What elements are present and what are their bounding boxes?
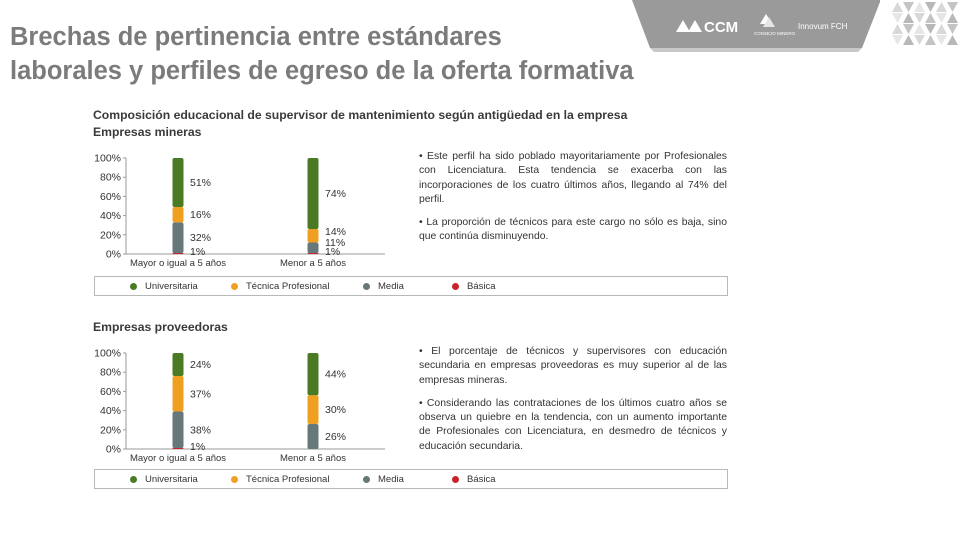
legend-label: Universitaria (145, 473, 198, 485)
data-label: 32% (190, 232, 212, 245)
legend-dot-tecnica (231, 283, 238, 290)
bar-segment (173, 353, 184, 376)
section2-notes (419, 345, 727, 463)
decorative-triangle (914, 35, 925, 45)
decorative-triangles-icon (892, 2, 958, 45)
decorative-triangle (914, 2, 925, 12)
chart-empresas-mineras (90, 150, 390, 280)
bar-segment (308, 229, 319, 242)
legend-section1 (94, 276, 728, 296)
logo-band (0, 0, 960, 52)
decorative-triangle (925, 35, 936, 45)
legend-dot-basica (452, 476, 459, 483)
data-label: 38% (190, 424, 212, 437)
y-tick-label: 100% (94, 152, 121, 165)
legend-item-tecnica (231, 472, 329, 486)
section1-note-1: • Este perfil ha sido poblado mayoritariamente por Profesionales con Licenciatura. Esta tendencia se exacerba con las incorporaciones de los cuatro últimos años, llegando al 74% del perfil. (419, 151, 727, 205)
legend-item-basica (452, 279, 496, 293)
decorative-triangle (947, 24, 958, 34)
decorative-triangle (936, 24, 947, 34)
data-label: 24% (190, 359, 212, 372)
decorative-triangle (892, 13, 903, 23)
data-label: 16% (190, 209, 212, 222)
legend-dot-basica (452, 283, 459, 290)
y-tick-label: 60% (99, 385, 121, 398)
decorative-triangle (925, 13, 936, 23)
legend-label: Universitaria (145, 280, 198, 292)
legend-label: Básica (467, 473, 496, 485)
category-label: Mayor o igual a 5 años (129, 453, 227, 464)
data-label: 74% (325, 188, 347, 201)
y-tick-label: 0% (105, 443, 121, 456)
section1-subtitle: Empresas mineras (93, 125, 202, 139)
bar-segment (308, 424, 319, 449)
y-tick-label: 40% (99, 405, 121, 418)
decorative-triangle (903, 35, 914, 45)
data-label: 30% (325, 404, 347, 417)
bar-segment (308, 242, 319, 253)
legend-dot-media (363, 283, 370, 290)
data-label: 26% (325, 431, 347, 444)
decorative-triangle (892, 2, 903, 12)
section2-title: Empresas proveedoras (93, 320, 228, 334)
decorative-triangle (892, 24, 903, 34)
y-tick-label: 20% (99, 424, 121, 437)
legend-label: Media (378, 473, 404, 485)
section1-notes (419, 150, 727, 254)
section2-note-2: • Considerando las contrataciones de los últimos cuatro años se observa un quiebre en la tendencia, con un aumento importante de Profesionales con Licenciatura, en desmedro de técnicos y educación secundaria. (419, 397, 727, 452)
bar-segment (308, 395, 319, 424)
data-label: 1% (190, 441, 206, 453)
ccm-logo-text: CCM (704, 19, 739, 36)
legend-label: Técnica Profesional (246, 280, 330, 292)
y-tick-label: 20% (99, 229, 121, 242)
data-label: 1% (190, 246, 206, 258)
decorative-triangle (914, 13, 925, 23)
decorative-triangle (947, 13, 958, 23)
bar-segment (173, 222, 184, 253)
legend-item-media (363, 472, 404, 486)
decorative-triangle (925, 2, 936, 12)
legend-label: Técnica Profesional (246, 473, 330, 485)
data-label: 11% (325, 237, 346, 250)
legend-item-universitaria (130, 472, 198, 486)
innovum-logo-text: Innovum FCH (798, 22, 848, 31)
category-label: Menor a 5 años (279, 258, 347, 269)
category-label: Menor a 5 años (279, 453, 347, 464)
legend-dot-universitaria (130, 476, 137, 483)
decorative-triangle (936, 35, 947, 45)
legend-item-basica (452, 472, 496, 486)
y-tick-label: 0% (105, 248, 121, 261)
section1-title: Composición educacional de supervisor de mantenimiento según antigüedad en la empresa (93, 108, 628, 122)
y-tick-label: 80% (99, 366, 121, 379)
data-label: 51% (190, 176, 212, 189)
decorative-triangle (903, 13, 914, 23)
decorative-triangle (903, 2, 914, 12)
legend-item-universitaria (130, 279, 198, 293)
bar-segment (173, 158, 184, 207)
legend-dot-tecnica (231, 476, 238, 483)
legend-item-tecnica (231, 279, 329, 293)
legend-dot-media (363, 476, 370, 483)
page-title-line-1: Brechas de pertinencia entre estándares (10, 23, 502, 51)
bar-segment (308, 353, 319, 395)
consejo-minero-logo-text: CONSEJO MINERO (754, 31, 796, 36)
y-tick-label: 40% (99, 210, 121, 223)
legend-dot-universitaria (130, 283, 137, 290)
decorative-triangle (903, 24, 914, 34)
bar-segment (308, 158, 319, 229)
legend-label: Básica (467, 280, 496, 292)
y-tick-label: 80% (99, 171, 121, 184)
chart-empresas-proveedoras (90, 345, 390, 475)
decorative-triangle (947, 2, 958, 12)
decorative-triangle (892, 35, 903, 45)
legend-item-media (363, 279, 404, 293)
category-label: Mayor o igual a 5 años (129, 258, 227, 269)
decorative-triangle (914, 24, 925, 34)
y-tick-label: 100% (94, 347, 121, 360)
data-label: 14% (325, 226, 347, 239)
bar-segment (173, 376, 184, 412)
data-label: 1% (325, 246, 341, 258)
data-label: 44% (325, 368, 347, 381)
legend-section2 (94, 469, 728, 489)
y-tick-label: 60% (99, 190, 121, 203)
bar-segment (173, 207, 184, 222)
decorative-triangle (936, 2, 947, 12)
bar-segment (173, 412, 184, 448)
page-title-line-2: laborales y perfiles de egreso de la oferta formativa (10, 57, 634, 85)
decorative-triangle (947, 35, 958, 45)
decorative-triangle (925, 24, 936, 34)
legend-label: Media (378, 280, 404, 292)
data-label: 37% (190, 388, 212, 401)
decorative-triangle (936, 13, 947, 23)
section2-note-1: • El porcentaje de técnicos y supervisores con educación secundaria en empresas proveedoras es muy superior al de las empresas mineras. (419, 346, 727, 386)
logo-band-shadow (650, 48, 862, 52)
section1-note-2: • La proporción de técnicos para este cargo no sólo es baja, sino que continúa disminuyendo. (419, 217, 727, 243)
